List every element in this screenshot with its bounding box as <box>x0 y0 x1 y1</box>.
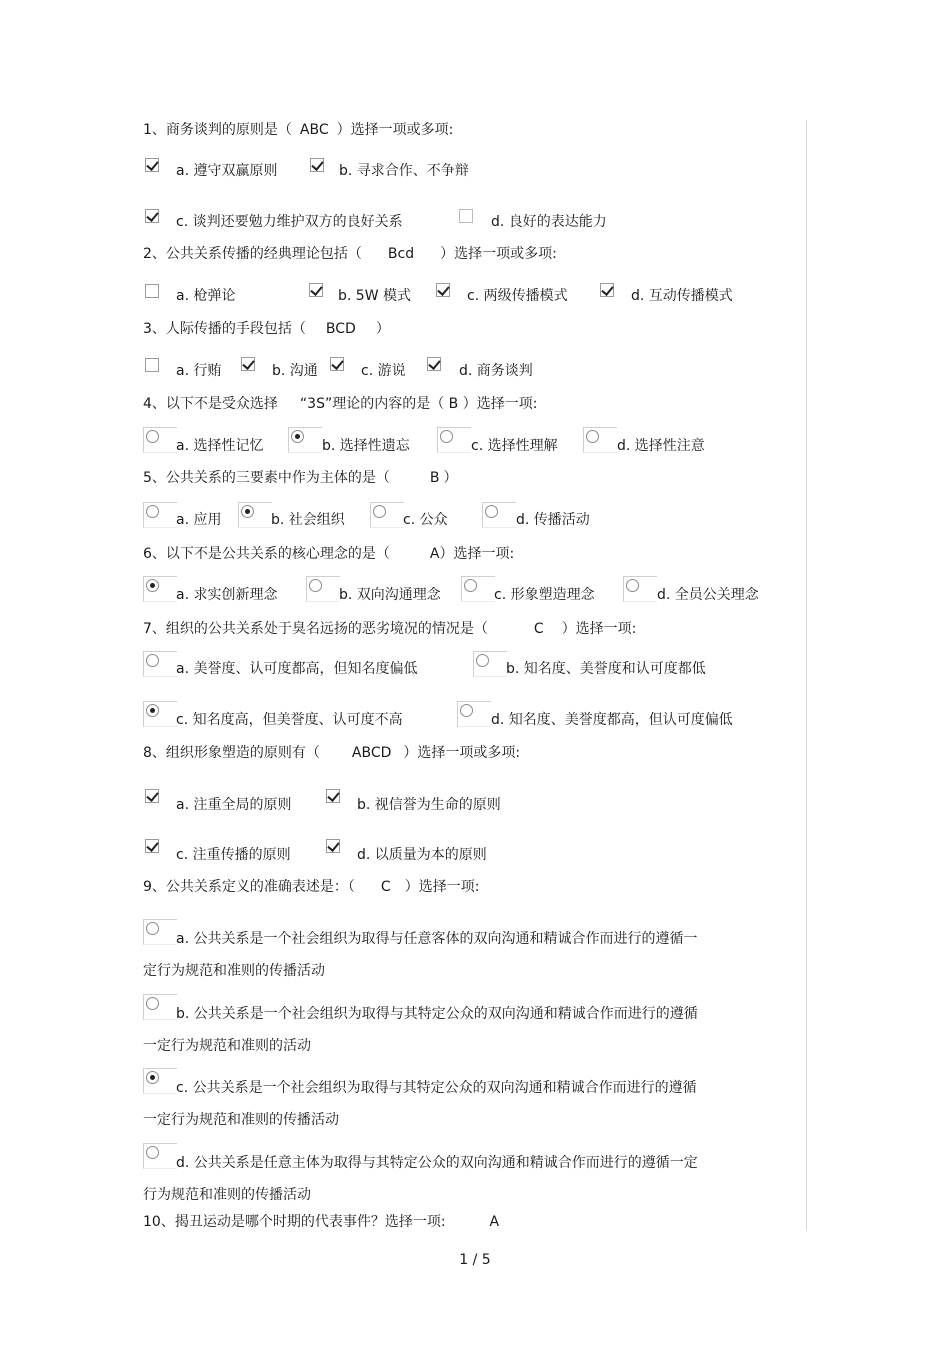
question-tail: ）选择一项: <box>561 621 637 637</box>
question-5 <box>143 469 458 487</box>
question-answer: Bcd <box>387 246 415 262</box>
question-answer: B <box>429 470 440 486</box>
option-label: d. 公共关系是任意主体为取得与其特定公众的双向沟通和精诚合作而进行的遵循一定 <box>176 1155 698 1171</box>
question-4 <box>143 395 537 413</box>
question-stem: 9、公共关系定义的准确表述是：（ <box>143 879 355 895</box>
option-label: a. 公共关系是一个社会组织为取得与任意客体的双向沟通和精诚合作而进行的遵循一 <box>176 931 698 947</box>
question-answer: A <box>489 1214 500 1230</box>
radio-unselected[interactable] <box>146 654 159 667</box>
option-label: d. 传播活动 <box>516 512 590 528</box>
radio-unselected[interactable] <box>146 505 159 518</box>
radio-box[interactable] <box>143 919 177 945</box>
checkbox-checked[interactable] <box>427 357 441 371</box>
option-label: c. 形象塑造理念 <box>494 587 595 603</box>
question-stem: 8、组织形象塑造的原则有（ <box>143 745 320 761</box>
option-label-continued: 一定行为规范和准则的传播活动 <box>143 1112 339 1128</box>
option-label: a. 行贿 <box>176 363 222 379</box>
radio-unselected[interactable] <box>485 505 498 518</box>
question-3 <box>143 320 390 338</box>
question-answer: ABC <box>299 122 329 138</box>
option-label: c. 谈判还要勉力维护双方的良好关系 <box>176 214 403 230</box>
page-right-rule <box>806 120 807 1230</box>
checkbox-checked[interactable] <box>145 158 159 172</box>
option-label: b. 双向沟通理念 <box>339 587 441 603</box>
question-10 <box>143 1213 499 1231</box>
question-tail: ）选择一项或多项: <box>336 122 454 138</box>
question-tail: ） <box>443 470 458 486</box>
radio-selected[interactable] <box>241 505 254 518</box>
question-9 <box>143 878 479 896</box>
question-stem: 2、公共关系传播的经典理论包括（ <box>143 246 362 262</box>
option-label: b. 社会组织 <box>271 512 345 528</box>
option-label: d. 全员公关理念 <box>657 587 759 603</box>
option-label: c. 游说 <box>361 363 406 379</box>
option-label: c. 公共关系是一个社会组织为取得与其特定公众的双向沟通和精诚合作而进行的遵循 <box>176 1080 697 1096</box>
option-label: b. 5W 模式 <box>338 288 411 304</box>
question-stem: 1、商务谈判的原则是（ <box>143 122 292 138</box>
radio-box[interactable] <box>370 502 404 528</box>
question-6 <box>143 545 514 563</box>
option-label: b. 寻求合作、不争辩 <box>339 163 469 179</box>
radio-selected[interactable] <box>146 704 159 717</box>
radio-unselected[interactable] <box>586 430 599 443</box>
question-tail: ） <box>375 321 390 337</box>
question-answer: A <box>429 546 440 562</box>
option-label: b. 选择性遗忘 <box>322 438 410 454</box>
option-label: a. 应用 <box>176 512 222 528</box>
checkbox-unchecked[interactable] <box>145 358 159 372</box>
option-label: b. 视信誉为生命的原则 <box>357 797 501 813</box>
option-label: c. 注重传播的原则 <box>176 847 291 863</box>
option-label-continued: 行为规范和准则的传播活动 <box>143 1187 311 1203</box>
radio-unselected[interactable] <box>146 430 159 443</box>
question-stem: 10、揭丑运动是哪个时期的代表事件？选择一项: <box>143 1214 446 1230</box>
radio-unselected[interactable] <box>146 1146 159 1159</box>
question-answer: C <box>380 879 391 895</box>
question-8 <box>143 744 520 762</box>
question-stem: 7、组织的公共关系处于臭名远扬的恶劣境况的情况是（ <box>143 621 488 637</box>
radio-unselected[interactable] <box>460 704 473 717</box>
radio-box[interactable] <box>143 1143 177 1169</box>
option-label: b. 公共关系是一个社会组织为取得与其特定公众的双向沟通和精诚合作而进行的遵循 <box>176 1006 698 1022</box>
option-label: d. 商务谈判 <box>459 363 533 379</box>
radio-unselected[interactable] <box>146 997 159 1010</box>
checkbox-checked[interactable] <box>330 357 344 371</box>
checkbox-checked[interactable] <box>436 283 450 297</box>
option-label: c. 知名度高，但美誉度、认可度不高 <box>176 712 403 728</box>
option-label: a. 枪弹论 <box>176 288 236 304</box>
question-stem: 5、公共关系的三要素中作为主体的是（ <box>143 470 390 486</box>
radio-box[interactable] <box>437 427 471 453</box>
option-label: c. 选择性理解 <box>471 438 558 454</box>
radio-unselected[interactable] <box>373 505 386 518</box>
checkbox-checked[interactable] <box>326 839 340 853</box>
checkbox-checked[interactable] <box>241 357 255 371</box>
checkbox-checked[interactable] <box>145 839 159 853</box>
checkbox-unchecked[interactable] <box>459 209 473 223</box>
checkbox-checked[interactable] <box>309 283 323 297</box>
option-label-continued: 定行为规范和准则的传播活动 <box>143 963 325 979</box>
option-label: a. 求实创新理念 <box>176 587 278 603</box>
option-label: a. 选择性记忆 <box>176 438 264 454</box>
radio-unselected[interactable] <box>464 579 477 592</box>
radio-unselected[interactable] <box>146 922 159 935</box>
question-answer: BCD <box>325 321 356 337</box>
radio-unselected[interactable] <box>476 654 489 667</box>
radio-box[interactable] <box>143 427 177 453</box>
checkbox-checked[interactable] <box>145 789 159 803</box>
option-label-continued: 一定行为规范和准则的活动 <box>143 1038 311 1054</box>
question-tail: ）选择一项: <box>404 879 480 895</box>
question-tail: 理论的内容的是（ B ）选择一项: <box>332 396 538 412</box>
radio-box[interactable] <box>143 701 177 727</box>
radio-unselected[interactable] <box>440 430 453 443</box>
option-label: d. 选择性注意 <box>617 438 705 454</box>
question-2 <box>143 245 557 263</box>
radio-unselected[interactable] <box>309 579 322 592</box>
question-tail: ）选择一项或多项: <box>440 246 557 262</box>
question-stem: 4、以下不是受众选择 <box>143 396 278 412</box>
option-label: d. 以质量为本的原则 <box>357 847 487 863</box>
radio-box[interactable] <box>473 651 507 677</box>
option-label: d. 知名度、美誉度都高，但认可度偏低 <box>491 712 733 728</box>
checkbox-checked[interactable] <box>145 209 159 223</box>
radio-box[interactable] <box>143 994 177 1020</box>
radio-box[interactable] <box>583 427 617 453</box>
radio-selected[interactable] <box>146 1071 159 1084</box>
question-tail: ）选择一项或多项: <box>403 745 521 761</box>
option-label: b. 知名度、美誉度和认可度都低 <box>506 661 706 677</box>
radio-box[interactable] <box>288 427 322 453</box>
checkbox-checked[interactable] <box>310 158 324 172</box>
question-answer: “3S” <box>299 396 333 412</box>
option-label: a. 遵守双赢原则 <box>176 163 278 179</box>
option-label: a. 美誉度、认可度都高，但知名度偏低 <box>176 661 418 677</box>
radio-box[interactable] <box>143 502 177 528</box>
question-stem: 3、人际传播的手段包括（ <box>143 321 306 337</box>
option-label: c. 公众 <box>403 512 448 528</box>
checkbox-checked[interactable] <box>326 789 340 803</box>
option-label: a. 注重全局的原则 <box>176 797 292 813</box>
question-answer: C <box>533 621 544 637</box>
radio-box[interactable] <box>143 1068 177 1094</box>
radio-box[interactable] <box>238 502 272 528</box>
question-7 <box>143 620 636 638</box>
option-label: d. 良好的表达能力 <box>491 214 607 230</box>
checkbox-unchecked[interactable] <box>145 284 159 298</box>
radio-box[interactable] <box>457 701 491 727</box>
question-stem: 6、以下不是公共关系的核心理念的是（ <box>143 546 390 562</box>
checkbox-checked[interactable] <box>600 283 614 297</box>
radio-box[interactable] <box>623 576 657 602</box>
question-tail: ）选择一项: <box>439 546 515 562</box>
radio-box[interactable] <box>461 576 495 602</box>
radio-box[interactable] <box>143 576 177 602</box>
radio-unselected[interactable] <box>626 579 639 592</box>
page-number: 1 / 5 <box>459 1252 491 1268</box>
radio-box[interactable] <box>482 502 516 528</box>
question-answer: ABCD <box>351 745 392 761</box>
radio-box[interactable] <box>306 576 340 602</box>
radio-selected[interactable] <box>146 579 159 592</box>
question-1 <box>143 121 453 139</box>
option-label: d. 互动传播模式 <box>631 288 733 304</box>
radio-selected[interactable] <box>291 430 304 443</box>
option-label: c. 两级传播模式 <box>467 288 568 304</box>
option-label: b. 沟通 <box>272 363 318 379</box>
radio-box[interactable] <box>143 651 177 677</box>
